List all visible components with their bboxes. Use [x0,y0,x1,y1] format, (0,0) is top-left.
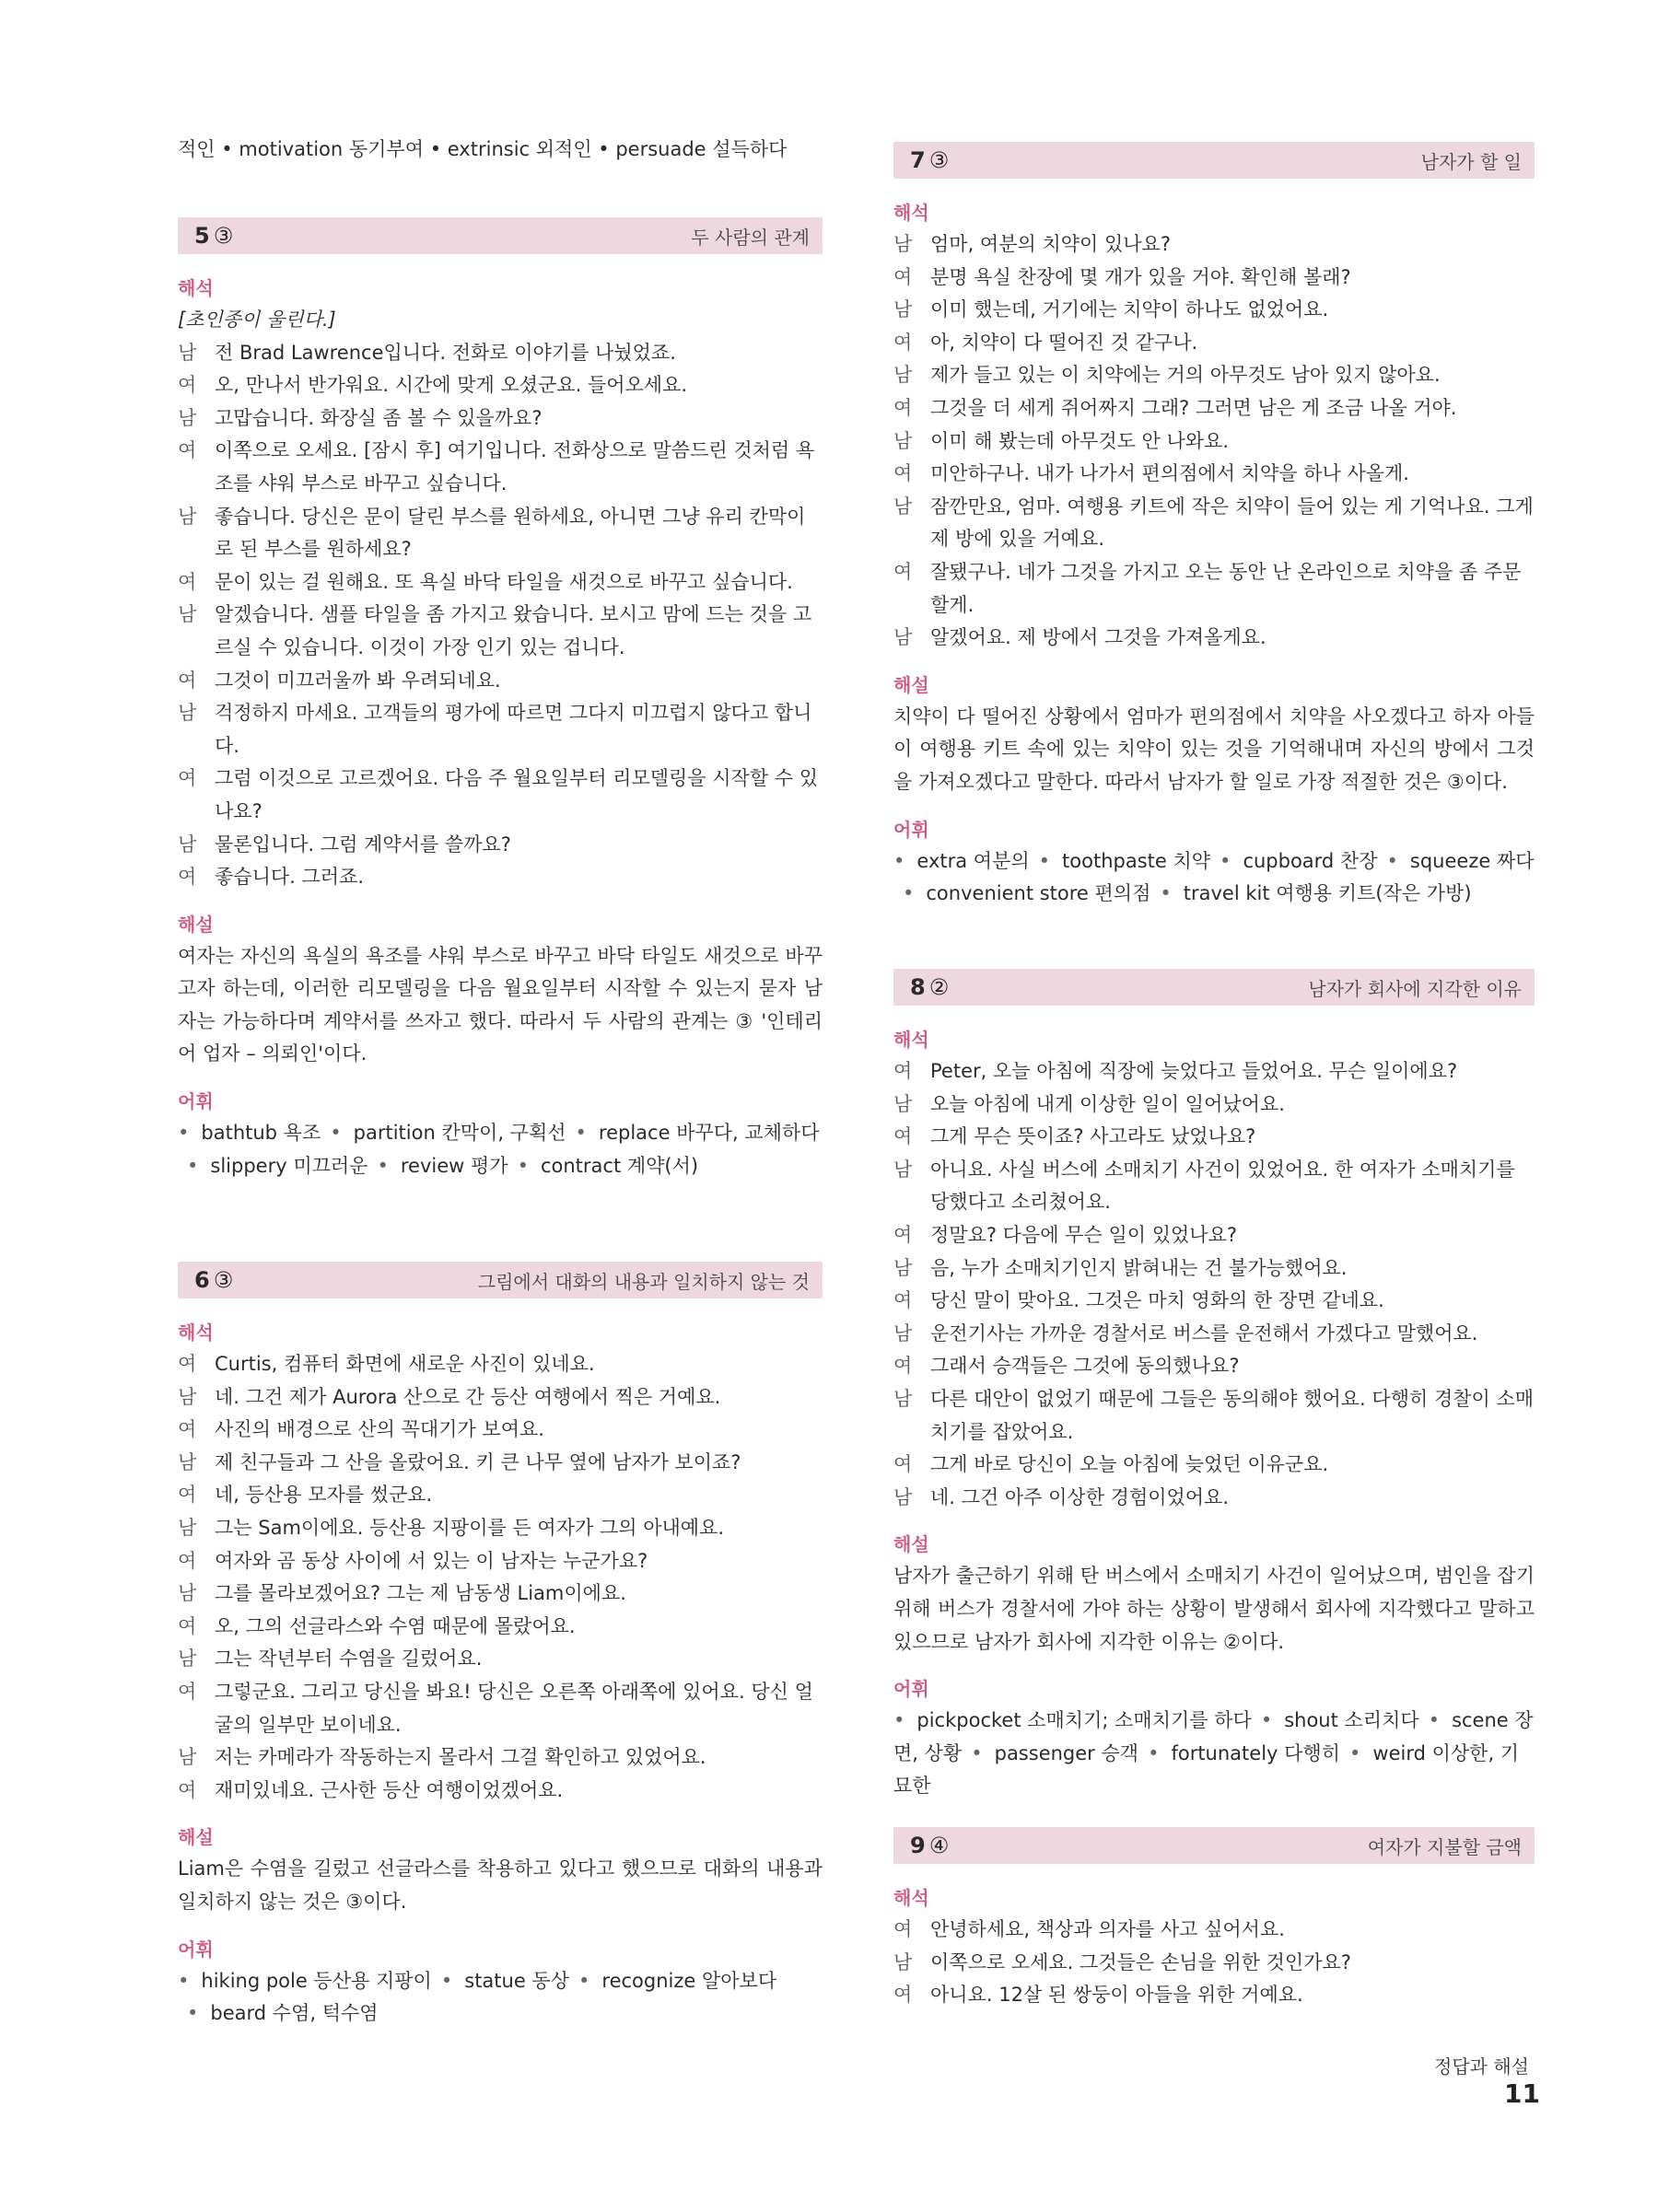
question-header [893,969,1535,1006]
speaker-label: 여 [893,1453,913,1476]
vocab-text: shout 소리치다 [1284,1709,1419,1732]
footer-label: 정답과 해설 [1434,2055,1529,2078]
bullet-icon: • [893,849,905,872]
line-text: 그게 바로 당신이 오늘 아침에 늦었던 이유군요. [930,1453,1329,1476]
dialogue-line [178,337,823,370]
explanation-heading: 해설 [178,913,214,936]
translation-heading: 해석 [178,1321,214,1344]
question-7-section [893,142,1535,911]
vocab-text: statue 동상 [464,1969,570,1992]
answer-mark: ④ [928,1833,950,1858]
dialogue-line [893,228,1535,262]
vocab-item [1160,882,1471,904]
vocab-text: cupboard 찬장 [1243,849,1378,872]
vocab-text: partition 칸막이, 구획선 [353,1122,566,1145]
dialogue-line [893,1219,1535,1252]
line-text: 오늘 아침에 내게 이상한 일이 일어났어요. [930,1092,1285,1115]
vocab-item [903,882,1150,904]
speaker-label: 여 [893,1984,913,2007]
line-text: 여자와 곰 동상 사이에 서 있는 이 남자는 누군가요? [215,1549,648,1572]
speaker-label: 여 [893,560,913,583]
vocab-item [893,850,1030,872]
line-text: 그것이 미끄러울까 봐 우려되네요. [215,669,501,692]
vocab-text: hiking pole 등산용 지팡이 [201,1969,432,1992]
line-text: 이쪽으로 오세요. 그것들은 손님을 위한 것인가요? [930,1950,1351,1973]
bullet-icon: • [1386,849,1398,872]
question-header [178,1262,823,1298]
question-topic: 그림에서 대화의 내용과 일치하지 않는 것 [477,1270,810,1293]
dialogue-line [893,425,1535,459]
speaker-label: 여 [893,1223,913,1246]
vocab-text: extra 여분의 [916,849,1030,872]
vocab-item [178,1970,432,1992]
vocab-text: pickpocket 소매치기; 소매치기를 하다 [916,1709,1252,1732]
line-text: 좋습니다. 당신은 문이 달린 부스를 원하세요, 아니면 그냥 유리 칸막이로 된 부스를 원하세요? [215,505,806,561]
vocab-text: toothpaste 치약 [1062,849,1211,872]
dialogue-line [178,369,823,402]
line-text: 그럼 이것으로 고르겠어요. 다음 주 월요일부터 리모델링을 시작할 수 있나요? [215,767,819,822]
speaker-label: 남 [893,1321,913,1345]
speaker-label: 여 [178,866,197,889]
dialogue-line [893,1350,1535,1383]
vocab-text: contract 계약(서) [540,1154,699,1177]
line-text: 미안하구나. 내가 나가서 편의점에서 치약을 하나 사올게. [930,462,1409,485]
speaker-label: 남 [893,1092,913,1115]
speaker-label: 여 [893,1289,913,1312]
dialogue-line [893,1318,1535,1351]
line-text: 오, 만나서 반가워요. 시간에 맞게 오셨군요. 들어오세요. [215,374,688,397]
vocab-item [330,1122,566,1144]
speaker-label: 남 [178,1385,197,1408]
speaker-label: 여 [178,1418,197,1441]
speaker-label: 남 [178,1450,197,1473]
line-text: Curtis, 컴퓨터 화면에 새로운 사진이 있네요. [215,1353,595,1375]
dialogue-line [893,556,1535,622]
vocab-heading: 어휘 [178,1938,214,1961]
bullet-icon: • [178,1969,190,1992]
line-text: 이미 했는데, 거기에는 치약이 하나도 없었어요. [930,298,1329,321]
speaker-label: 남 [178,1582,197,1605]
dialogue-line [178,697,823,763]
explanation-text: 여자는 자신의 욕실의 욕조를 샤워 부스로 바꾸고 바닥 타일도 새것으로 바꾸고자 하는데, 이러한 리모델링을 다음 월요일부터 시작할 수 있는지 묻자 남자는 가능하다며 계약서를 쓰자고 했다. 따라서 두 사람의 관계는 ③ '인테리어 업자 – 의뢰인'이다. [178,944,823,1065]
bullet-icon: • [440,1969,453,1992]
speaker-label: 남 [178,1647,197,1671]
vocab-item [377,1155,508,1177]
vocab-item [1387,850,1535,872]
line-text: 네. 그건 제가 Aurora 산으로 간 등산 여행에서 찍은 거예요. [215,1385,721,1408]
vocab-item [971,1742,1138,1764]
translation-heading: 해석 [893,1887,929,1909]
dialogue-line [893,1947,1535,1980]
question-topic: 남자가 할 일 [1420,150,1522,173]
answer-mark: ③ [213,1267,234,1293]
dialogue-line [178,1348,823,1381]
answer-mark: ② [928,974,950,1000]
line-text: 이쪽으로 오세요. [잠시 후] 여기입니다. 전화상으로 말씀드린 것처럼 욕조를 샤워 부스로 바꾸고 싶습니다. [215,439,815,495]
vocab-item [187,2002,379,2024]
page-footer [1402,2052,1540,2109]
speaker-label: 여 [178,1680,197,1703]
bullet-icon: • [178,1122,190,1145]
vocab-text: review 평가 [400,1154,508,1177]
explanation-text: 남자가 출근하기 위해 탄 버스에서 소매치기 사건이 일어났으며, 범인을 잡기 위해 버스가 경찰서에 가야 하는 상황이 발생해서 회사에 지각했다고 말하고 있으므로 남자가 회사에 지각한 이유는 ②이다. [893,1565,1535,1653]
dialogue-line [893,1979,1535,2012]
bullet-icon: • [1160,882,1172,905]
speaker-label: 여 [893,1125,913,1148]
question-number: 8 ② [910,974,950,1000]
line-text: 그는 Sam이에요. 등산용 지팡이를 든 여자가 그의 아내예요. [215,1516,725,1539]
vocab-list [893,1705,1535,1803]
speaker-label: 남 [178,1746,197,1769]
question-6-section [178,1262,823,2031]
vocab-item [178,1122,321,1144]
vocab-text: squeeze 짜다 [1409,849,1535,872]
line-text: 걱정하지 마세요. 고객들의 평가에 따르면 그다지 미끄럽지 않다고 합니다. [215,702,812,757]
vocab-text: weird 이상한, 기묘한 [893,1741,1520,1798]
vocab-heading: 어휘 [893,818,929,841]
speaker-label: 여 [893,396,913,419]
explanation-heading: 해설 [893,1533,929,1556]
dialogue [893,228,1535,655]
dialogue-line [893,1089,1535,1122]
line-text: 정말요? 다음에 무슨 일이 있었나요? [930,1223,1237,1246]
line-text: 저는 카메라가 작동하는지 몰라서 그걸 확인하고 있었어요. [215,1746,706,1769]
speaker-label: 남 [178,1516,197,1539]
speaker-label: 여 [178,1778,197,1801]
vocab-text: travel kit 여행용 키트(작은 가방) [1183,882,1472,905]
dialogue-line [893,491,1535,556]
dialogue-line [178,402,823,436]
dialogue [178,1348,823,1807]
dialogue-line [893,262,1535,295]
dialogue-line [178,435,823,500]
dialogue [893,1914,1535,2012]
question-number: 7 ③ [910,147,950,173]
answer-mark: ③ [928,147,950,173]
question-header [178,217,823,254]
bullet-icon: • [1260,1709,1273,1732]
dialogue-line [178,665,823,698]
speaker-label: 여 [178,1353,197,1375]
explanation-heading: 해설 [178,1826,214,1849]
line-text: 네, 등산용 모자를 썼군요. [215,1484,433,1507]
speaker-label: 남 [893,429,913,452]
vocab-item [1148,1742,1340,1764]
vocab-item [518,1155,699,1177]
vocab-list [178,1965,823,2031]
speaker-label: 남 [178,603,197,626]
dialogue-line [178,763,823,828]
speaker-label: 남 [178,505,197,528]
line-text: 사진의 배경으로 산의 꼭대기가 보여요. [215,1418,544,1441]
line-text: 운전기사는 가까운 경찰서로 버스를 운전해서 가겠다고 말했어요. [930,1321,1478,1345]
dialogue-line [893,1914,1535,1947]
question-topic: 남자가 회사에 지각한 이유 [1308,977,1522,1000]
answer-mark: ③ [213,223,234,249]
dialogue-line [178,1447,823,1480]
vocab-text: fortunately 다행히 [1171,1741,1340,1764]
bullet-icon: • [1148,1741,1160,1764]
speaker-label: 여 [178,767,197,790]
line-text: 그래서 승객들은 그것에 동의했나요? [930,1355,1240,1378]
dialogue-line [893,1482,1535,1515]
dialogue-line [893,294,1535,327]
speaker-label: 여 [178,374,197,397]
speaker-label: 남 [893,364,913,387]
line-text: 전 Brad Lawrence입니다. 전화로 이야기를 나눴었죠. [215,341,676,364]
dialogue-line [178,599,823,664]
explanation-text: Liam은 수염을 길렀고 선글라스를 착용하고 있다고 했으므로 대화의 내용과 일치하지 않는 것은 ③이다. [178,1857,823,1913]
speaker-label: 여 [178,669,197,692]
question-header [893,142,1535,179]
dialogue-line [178,1479,823,1512]
speaker-label: 여 [178,1549,197,1572]
dialogue-line [893,327,1535,360]
vocab-item [578,1970,776,1992]
line-text: 잘됐구나. 네가 그것을 가지고 오는 동안 난 온라인으로 치약을 좀 주문할게. [930,560,1522,616]
speaker-label: 여 [893,462,913,485]
dialogue-line [178,1643,823,1676]
speaker-label: 남 [893,1950,913,1973]
bullet-icon: • [1428,1709,1441,1732]
bullet-icon: • [517,1154,529,1177]
line-text: 아, 치약이 다 떨어진 것 같구나. [930,331,1198,354]
line-text: 알겠어요. 제 방에서 그것을 가져올게요. [930,626,1266,649]
bullet-icon: • [971,1741,983,1764]
speaker-label: 여 [178,439,197,462]
line-text: 그게 무슨 뜻이죠? 사고라도 났었나요? [930,1125,1256,1148]
line-text: 이미 해 봤는데 아무것도 안 나와요. [930,429,1230,452]
question-9-section [893,1827,1535,2012]
speaker-label: 여 [178,570,197,593]
dialogue [893,1055,1535,1514]
stage-direction: [초인종이 울린다.] [178,309,336,331]
question-number: 5 ③ [194,223,234,249]
speaker-label: 남 [893,1256,913,1279]
question-5-section [178,217,823,1182]
speaker-label: 여 [893,1060,913,1082]
speaker-label: 남 [893,1387,913,1410]
question-topic: 두 사람의 관계 [691,226,810,249]
speaker-label: 남 [178,702,197,725]
dialogue-line [893,458,1535,491]
dialogue-line [178,1741,823,1775]
line-text: 분명 욕실 찬장에 몇 개가 있을 거야. 확인해 볼래? [930,265,1351,288]
vocab-text: replace 바꾸다, 교체하다 [598,1122,820,1145]
bullet-icon: • [187,2002,199,2025]
dialogue-line [178,1381,823,1415]
line-text: 아니요. 12살 된 쌍둥이 아들을 위한 거예요. [930,1984,1303,2007]
dialogue-line [893,1449,1535,1482]
line-text: 제 친구들과 그 산을 올랐어요. 키 큰 나무 옆에 남자가 보이죠? [215,1450,741,1473]
bullet-icon: • [377,1154,389,1177]
vocab-item [441,1970,569,1992]
line-text: 음, 누가 소매치기인지 밝혀내는 건 불가능했어요. [930,1256,1348,1279]
dialogue-line [178,566,823,600]
dialogue-line [178,1611,823,1644]
line-text: 그것을 더 세게 쥐어짜지 그래? 그러면 남은 게 조금 나올 거야. [930,396,1457,419]
vocab-text: scene 장면, 상황 [893,1709,1534,1764]
bullet-icon: • [893,1709,905,1732]
dialogue-line [178,1512,823,1545]
speaker-label: 남 [178,832,197,856]
speaker-label: 여 [178,1484,197,1507]
vocab-heading: 어휘 [178,1090,214,1113]
dialogue-line [893,1055,1535,1089]
dialogue-line [178,1545,823,1578]
speaker-label: 여 [893,265,913,288]
speaker-label: 남 [893,1485,913,1508]
dialogue-line [178,1676,823,1741]
translation-heading: 해석 [893,1029,929,1051]
question-number: 6 ③ [194,1267,234,1293]
speaker-label: 여 [893,1355,913,1378]
dialogue-line [893,1154,1535,1219]
bullet-icon: • [330,1122,342,1145]
vocab-list [178,1117,823,1182]
speaker-label: 여 [893,1918,913,1940]
dialogue-line [178,501,823,566]
dialogue-line [893,1121,1535,1154]
line-text: 물론입니다. 그럼 계약서를 쓸까요? [215,832,511,856]
line-text: 아니요. 사실 버스에 소매치기 사건이 있었어요. 한 여자가 소매치기를 당했다고 소리쳤어요. [930,1158,1515,1214]
speaker-label: 남 [178,341,197,364]
line-text: 문이 있는 걸 원해요. 또 욕실 바닥 타일을 새것으로 바꾸고 싶습니다. [215,570,793,593]
vocab-text: beard 수염, 턱수염 [210,2002,379,2025]
line-text: 엄마, 여분의 치약이 있나요? [930,233,1171,255]
question-number: 9 ④ [910,1833,950,1858]
dialogue-line [893,1252,1535,1286]
speaker-label: 남 [893,1158,913,1181]
vocab-text: slippery 미끄러운 [210,1154,368,1177]
translation-heading: 해석 [178,277,214,299]
dialogue [178,337,823,894]
vocab-text: passenger 승객 [994,1741,1139,1764]
line-text: 다른 대안이 없었기 때문에 그들은 동의해야 했어요. 다행히 경찰이 소매치기를 잡았어요. [930,1387,1535,1443]
bullet-icon: • [1220,849,1231,872]
bullet-icon: • [578,1969,590,1992]
vocab-text: recognize 알아보다 [601,1969,777,1992]
vocab-item [893,1709,1252,1731]
vocab-item [1220,850,1377,872]
dialogue-line [178,829,823,862]
bullet-icon: • [1038,849,1051,872]
explanation-text: 치약이 다 떨어진 상황에서 엄마가 편의점에서 치약을 사오겠다고 하자 아들이 여행용 키트 속에 있는 치약이 있는 것을 기억해내며 자신의 방에서 그것을 가져오겠다고 말한다. 따라서 남자가 할 일로 가장 적절한 것은 ③이다. [893,704,1535,793]
bullet-icon: • [187,1154,199,1177]
line-text: 그는 작년부터 수염을 길렀어요. [215,1647,483,1671]
line-text: 그렇군요. 그리고 당신을 봐요! 당신은 오른쪽 아래쪽에 있어요. 당신 얼굴의 일부만 보이네요. [215,1680,813,1736]
speaker-label: 여 [178,1614,197,1637]
bullet-icon: • [575,1122,587,1145]
dialogue-line [893,392,1535,425]
line-text: 알겠습니다. 샘플 타일을 좀 가지고 왔습니다. 보시고 맘에 드는 것을 고르실 수 있습니다. 이것이 가장 인기 있는 겁니다. [215,603,812,658]
dialogue-line [178,1414,823,1447]
carryover-vocab: 적인 • motivation 동기부여 • extrinsic 외적인 • persuade 설득하다 [178,138,788,160]
dialogue-line [178,1775,823,1808]
line-text: 고맙습니다. 화장실 좀 볼 수 있을까요? [215,406,543,429]
dialogue-line [893,1383,1535,1449]
bullet-icon: • [1349,1741,1361,1764]
line-text: 그를 몰라보겠어요? 그는 제 남동생 Liam이에요. [215,1582,626,1605]
bullet-icon: • [903,882,915,905]
speaker-label: 여 [893,331,913,354]
speaker-label: 남 [893,233,913,255]
dialogue-line [893,622,1535,655]
line-text: 좋습니다. 그러죠. [215,866,365,889]
line-text: 재미있네요. 근사한 등산 여행이었겠어요. [215,1778,564,1801]
line-text: 네. 그건 아주 이상한 경험이었어요. [930,1485,1230,1508]
speaker-label: 남 [893,298,913,321]
page-number: 11 [1504,2078,1540,2109]
vocab-list [893,845,1535,911]
vocab-item [1039,850,1210,872]
question-header [893,1827,1535,1864]
line-text: 잠깐만요, 엄마. 여행용 키트에 작은 치약이 들어 있는 게 기억나요. 그게 제 방에 있을 거예요. [930,495,1534,551]
line-text: 오, 그의 선글라스와 수염 때문에 몰랐어요. [215,1614,576,1637]
dialogue-line [178,861,823,894]
speaker-label: 남 [178,406,197,429]
explanation-heading: 해설 [893,673,929,696]
line-text: Peter, 오늘 아침에 직장에 늦었다고 들었어요. 무슨 일이에요? [930,1060,1458,1082]
vocab-text: bathtub 욕조 [201,1122,321,1145]
question-topic: 여자가 지불할 금액 [1367,1835,1522,1858]
line-text: 제가 들고 있는 이 치약에는 거의 아무것도 남아 있지 않아요. [930,364,1441,387]
vocab-text: convenient store 편의점 [926,882,1151,905]
question-8-section [893,969,1535,1803]
vocab-heading: 어휘 [893,1678,929,1701]
dialogue-line [893,359,1535,392]
translation-heading: 해석 [893,202,929,224]
vocab-item [1261,1709,1419,1731]
line-text: 당신 말이 맞아요. 그것은 마치 영화의 한 장면 같네요. [930,1289,1384,1312]
dialogue-line [893,1285,1535,1318]
line-text: 안녕하세요, 책상과 의자를 사고 싶어서요. [930,1918,1285,1940]
vocab-item [187,1155,368,1177]
dialogue-line [178,1578,823,1611]
vocab-item [576,1122,820,1144]
speaker-label: 남 [893,626,913,649]
speaker-label: 남 [893,495,913,518]
